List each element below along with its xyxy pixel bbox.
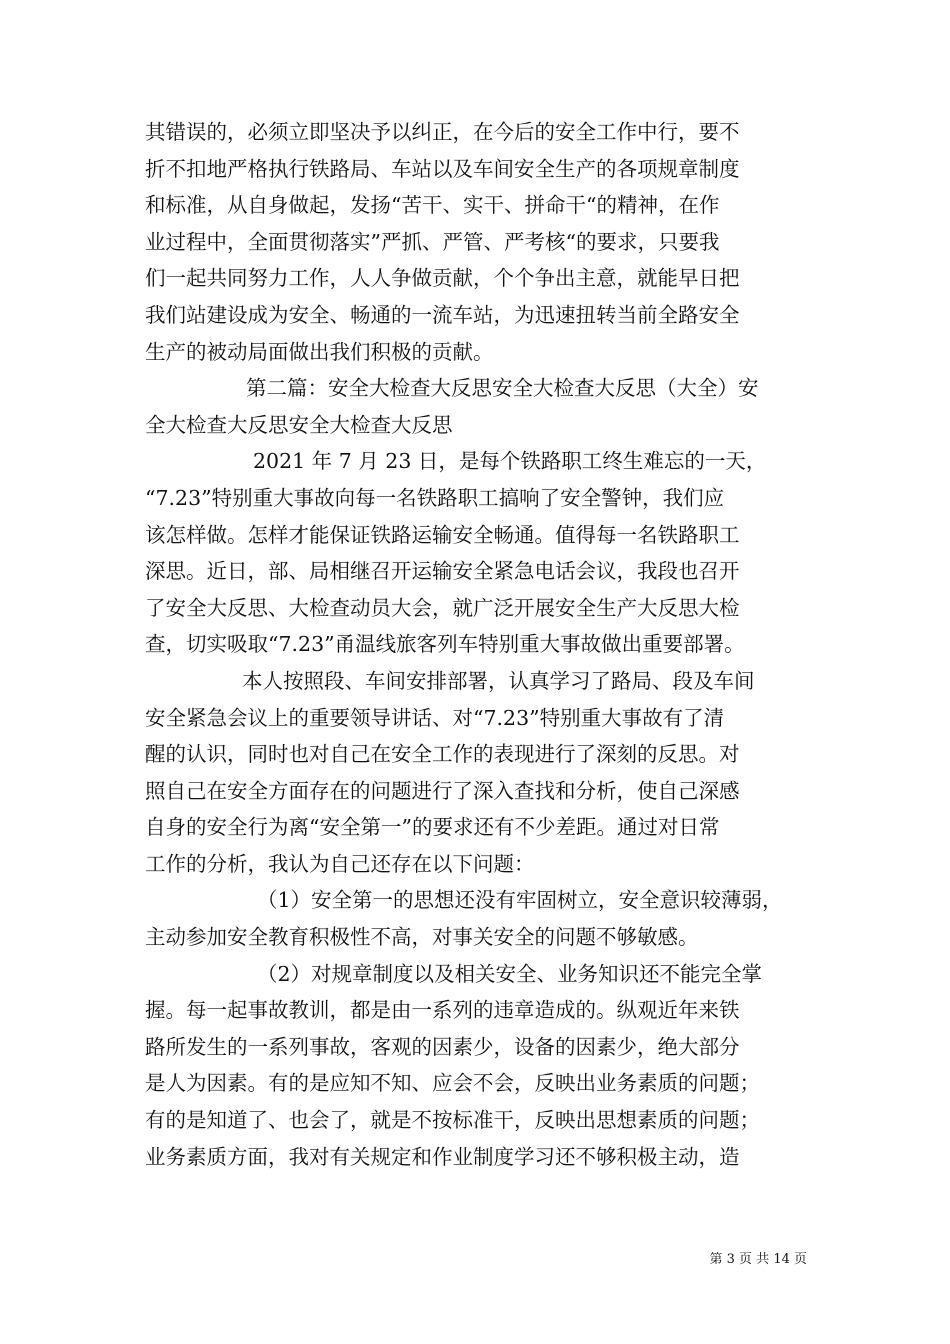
list-item-line: （1）安全第一的思想还没有牢固树立，安全意识较薄弱， [257,888,783,913]
text-line: 工作的分析，我认为自己还存在以下问题： [145,851,535,876]
text-line: 深思。近日，部、局相继召开运输安全紧急电话会议，我段也召开 [145,559,740,584]
text-line: 业务素质方面，我对有关规定和作业制度学习还不够积极主动，造 [145,1144,740,1169]
text-line: 照自己在安全方面存在的问题进行了深入查找和分析，使自己深感 [145,778,740,803]
text-line: “7.23”特别重大事故向每一名铁路职工搞响了安全警钟，我们应 [145,485,725,510]
text-line: 了安全大反思、大检查动员大会，就广泛开展安全生产大反思大检 [145,595,740,620]
text-line: 们一起共同努力工作，人人争做贡献，个个争出主意，就能早日把 [145,266,740,291]
text-line: 本人按照段、车间安排部署，认真学习了路局、段及车间 [242,668,755,693]
section-heading-line: 第二篇：安全大检查大反思安全大检查大反思（大全）安 [246,376,759,401]
list-item-line: （2）对规章制度以及相关安全、业务知识还不能完全掌 [257,961,763,986]
text-line: 其错误的，必须立即坚决予以纠正，在今后的安全工作中行，要不 [145,120,740,144]
page-number-label: 第 3 页 共 14 页 [709,1252,807,1267]
text-line: 醒的认识，同时也对自己在安全工作的表现进行了深刻的反思。对 [145,742,740,767]
text-line: 业过程中，全面贯彻落实”严抓、严管、严考核“的要求，只要我 [145,229,720,254]
text-line: 路所发生的一系列事故，客观的因素少，设备的因素少，绝大部分 [145,1034,740,1059]
text-line: 有的是知道了、也会了，就是不按标准干，反映出思想素质的问题； [145,1108,760,1133]
document-body [145,114,810,1175]
text-line: 握。每一起事故教训，都是由一系列的违章造成的。纵观近年来铁 [145,998,740,1023]
text-line: 2021 年 7 月 23 日，是每个铁路职工终生难忘的一天， [253,449,767,474]
page-footer [0,1250,950,1270]
text-line: 该怎样做。怎样才能保证铁路运输安全畅通。值得每一名铁路职工 [145,522,740,547]
list-item-line: 主动参加安全教育积极性不高，对事关安全的问题不够敏感。 [145,925,699,950]
text-line: 生产的被动局面做出我们积极的贡献。 [145,339,494,364]
text-line: 和标准，从自身做起，发扬“苦干、实干、拼命干“的精神，在作 [145,193,720,218]
text-line: 查，切实吸取“7.23”甬温线旅客列车特别重大事故做出重要部署。 [145,632,745,657]
text-line: 折不扣地严格执行铁路局、车站以及车间安全生产的各项规章制度 [145,156,740,181]
text-line: 自身的安全行为离“安全第一”的要求还有不少差距。通过对日常 [145,815,720,840]
text-line: 安全紧急会议上的重要领导讲话、对“7.23”特别重大事故有了清 [145,705,725,730]
section-heading-line: 全大检查大反思安全大检查大反思 [145,412,453,437]
text-line: 是人为因素。有的是应知不知、应会不会，反映出业务素质的问题； [145,1071,760,1096]
text-line: 我们站建设成为安全、畅通的一流车站，为迅速扭转当前全路安全 [145,302,740,327]
